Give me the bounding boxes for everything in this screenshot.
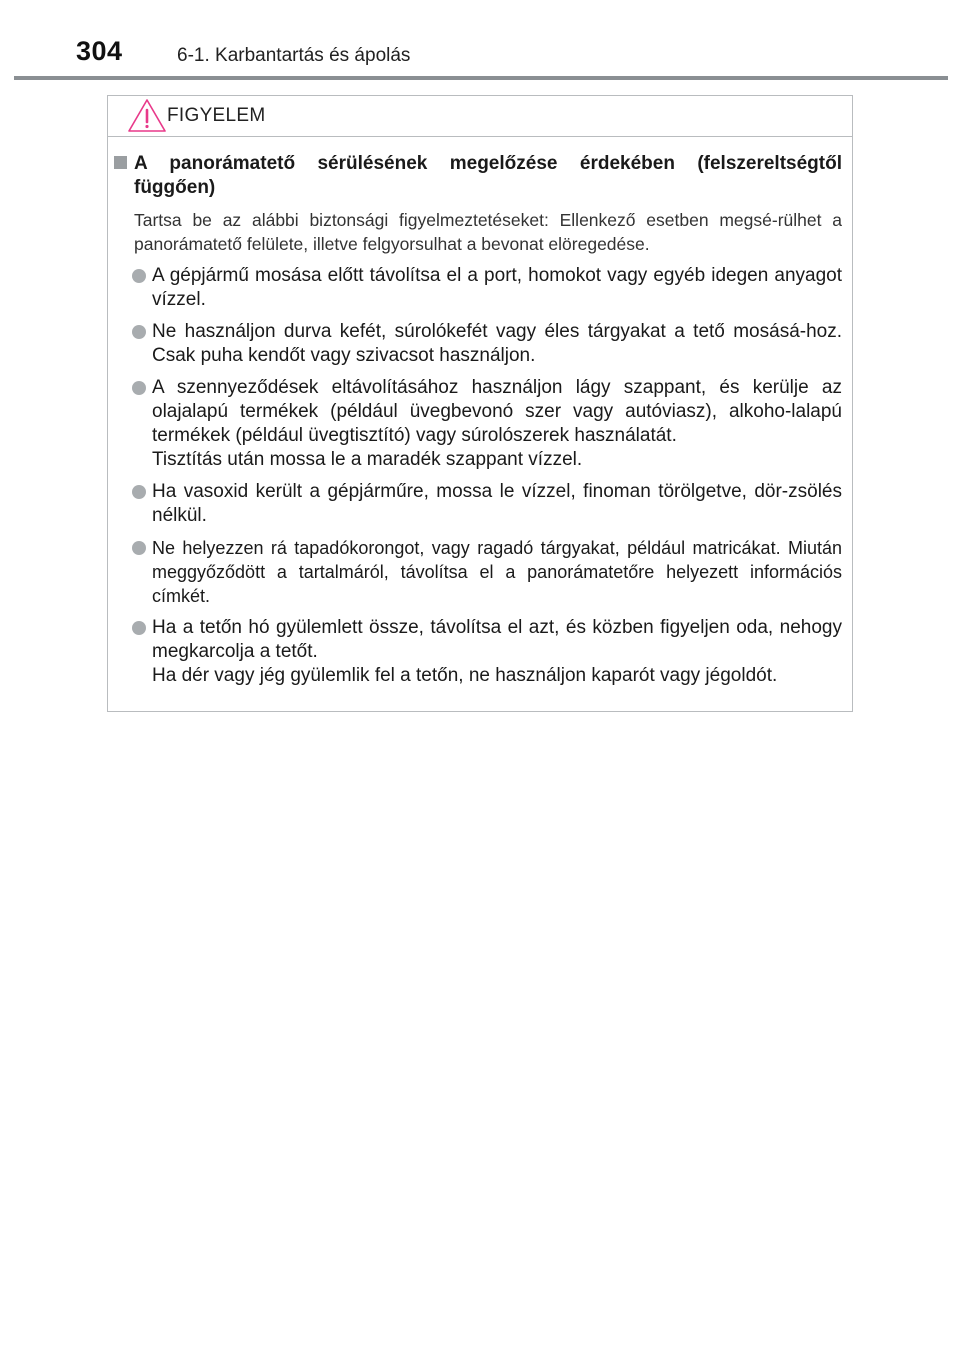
circle-bullet-icon [132, 541, 146, 555]
list-item-text: Ha a tetőn hó gyülemlett össze, távolítsa el azt, és közben figyeljen oda, nehogy megkarcolja a tetőt. Ha dér vagy jég gyülemlik fel a tetőn, ne használjon kaparót vagy jégoldót. [152, 617, 842, 686]
warning-box [107, 95, 853, 712]
list-item [132, 480, 842, 528]
circle-bullet-icon [132, 325, 146, 339]
page-number: 304 [76, 36, 123, 66]
warning-triangle-icon [127, 98, 167, 133]
circle-bullet-icon [132, 485, 146, 499]
list-item-text: A gépjármű mosása előtt távolítsa el a port, homokot vagy egyéb idegen anyagot vízzel. [152, 265, 842, 310]
list-item-text: Ne helyezzen rá tapadókorongot, vagy ragadó tárgyakat, például matricákat. Miután meggyőződött a tartalmáról, távolítsa el a panorámatetőre helyezett információs címkét. [152, 538, 842, 606]
list-item [132, 536, 842, 608]
intro-text: Tartsa be az alábbi biztonsági figyelmeztetéseket: Ellenkező esetben megsé-rülhet a panorámatető felülete, illetve felgyorsulhat a bevonat elöregedése. [134, 210, 842, 254]
subheading [134, 152, 842, 200]
list-item-text: Ha vasoxid került a gépjárműre, mossa le vízzel, finoman törölgetve, dör-zsölés nélkül. [152, 481, 842, 526]
page-header [14, 36, 948, 80]
list-item [132, 616, 842, 688]
subheading-text: A panorámatető sérülésének megelőzése érdekében (felszereltségtől függően) [134, 153, 842, 198]
list-item-text: Ne használjon durva kefét, súrolókefét vagy éles tárgyakat a tető mosásá-hoz. Csak puha kendőt vagy szivacsot használjon. [152, 321, 842, 366]
section-title: 6-1. Karbantartás és ápolás [177, 45, 411, 66]
list-item [132, 376, 842, 472]
circle-bullet-icon [132, 269, 146, 283]
circle-bullet-icon [132, 621, 146, 635]
circle-bullet-icon [132, 381, 146, 395]
warning-title: FIGYELEM [167, 105, 266, 126]
warning-content [108, 152, 852, 696]
list-item-text: A szennyeződések eltávolításához használjon lágy szappant, és kerülje az olajalapú termékek (például üvegbevonó szer vagy autóviasz), alkoho-lalapú termékek (például üvegtisztító) vagy súrolószerek használatát. Tisztítás után mossa le a maradék szappant vízzel. [152, 377, 842, 470]
square-bullet-icon [114, 156, 127, 169]
list-item [132, 264, 842, 312]
bullet-list [132, 264, 842, 688]
warning-header [108, 96, 852, 137]
list-item [132, 320, 842, 368]
